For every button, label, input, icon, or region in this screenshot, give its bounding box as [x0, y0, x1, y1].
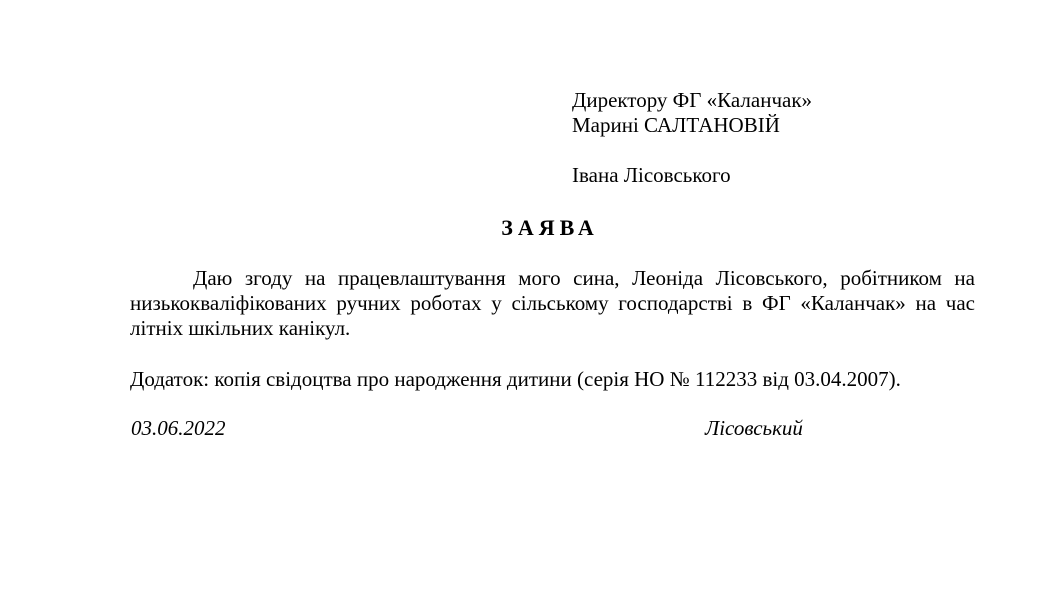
signature: Лісовський	[705, 416, 803, 440]
statement-body: Даю згоду на працевлаштування мого сина, Леоніда Лісовського, робітником на низькокваліфікованих ручних роботах у сільському господарстві в ФГ «Каланчак» на час літніх шкільних канікул.	[130, 266, 975, 340]
document-title: ЗАЯВА	[501, 215, 599, 240]
sender-name: Івана Лісовського	[572, 163, 731, 187]
addressee-name: Марині САЛТАНОВІЙ	[572, 113, 780, 137]
attachment-note: Додаток: копія свідоцтва про народження дитини (серія НО № 112233 від 03.04.2007).	[130, 367, 901, 391]
addressee-position: Директору ФГ «Каланчак»	[572, 88, 813, 112]
document-date: 03.06.2022	[131, 416, 226, 440]
addressee-block	[572, 88, 812, 138]
